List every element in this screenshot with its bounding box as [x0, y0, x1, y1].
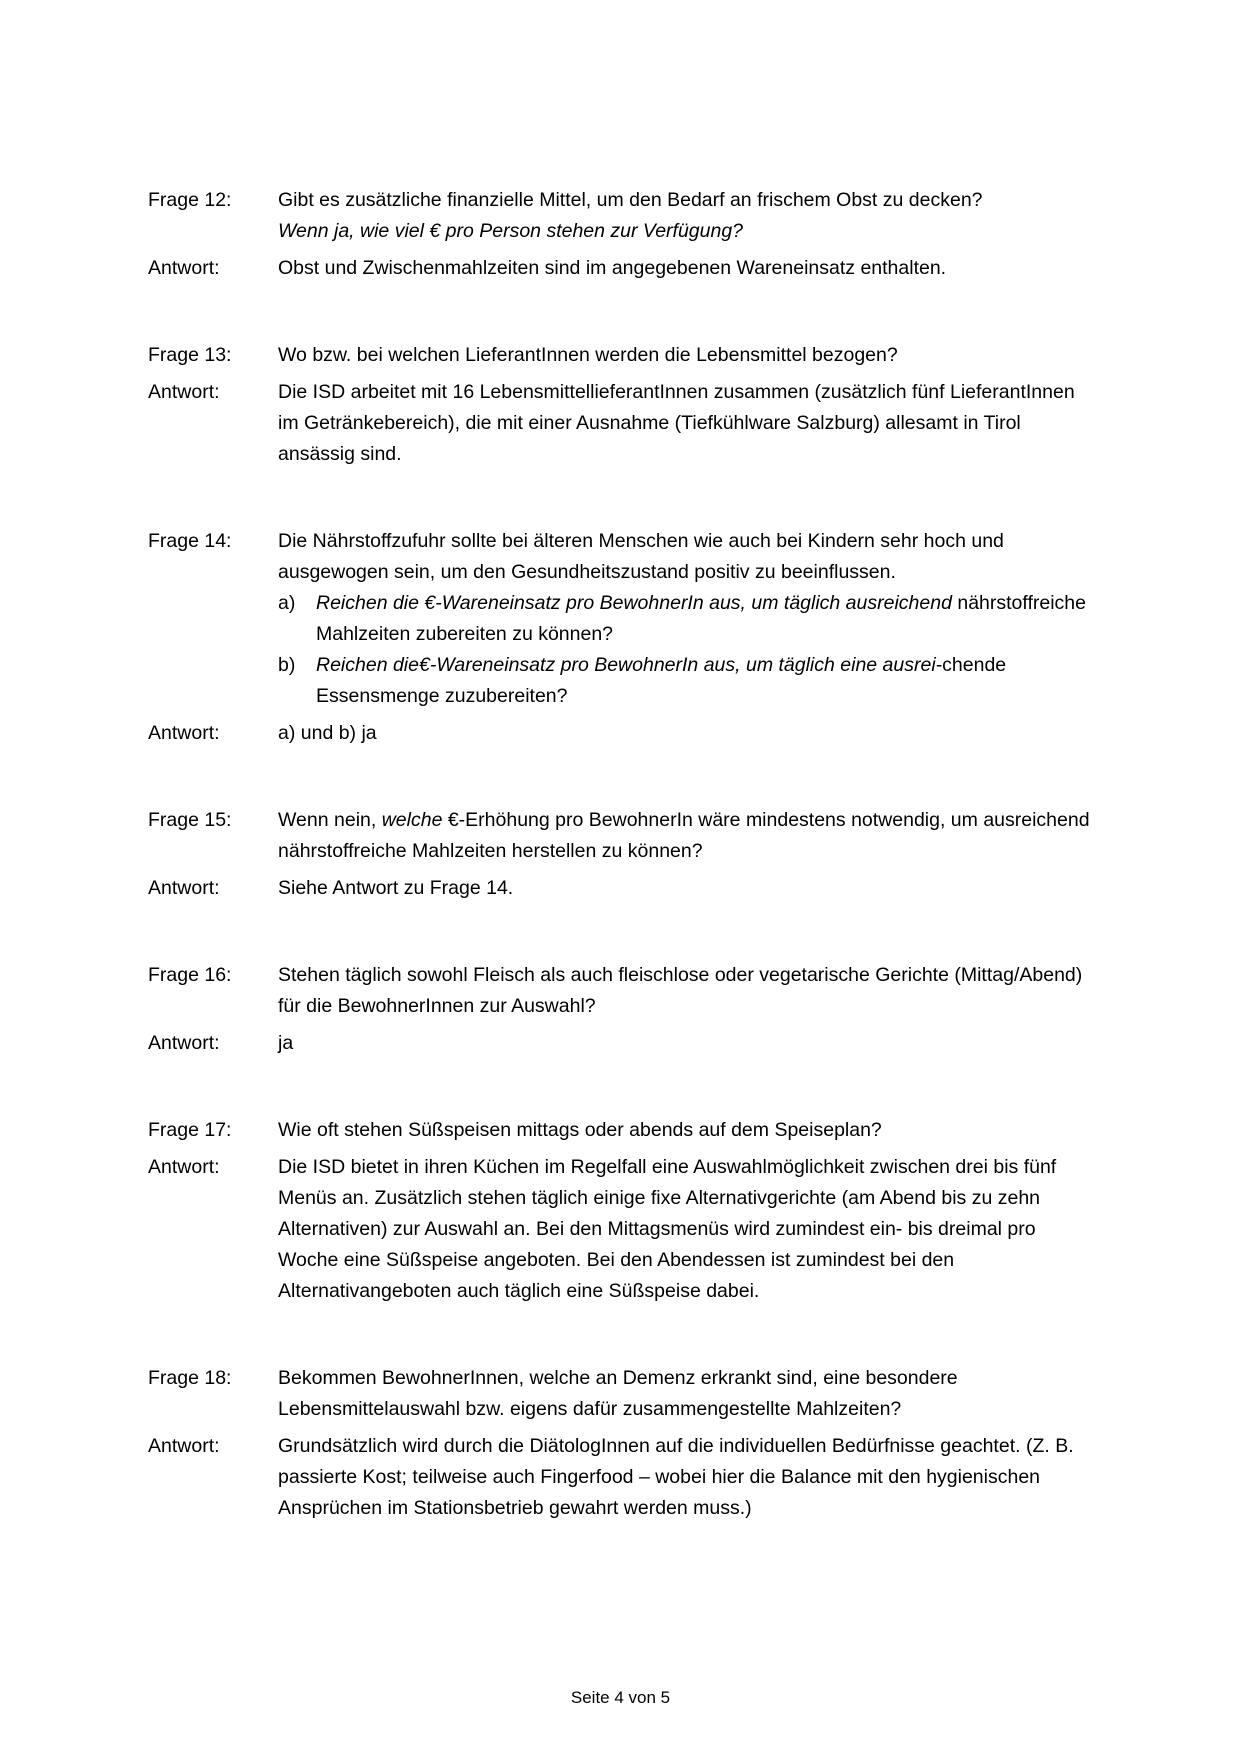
qa-block-15: [148, 805, 1093, 904]
question-row: [148, 340, 1093, 371]
block-spacer: [148, 310, 1093, 340]
answer-text: Grundsätzlich wird durch die DiätologInnen auf die individuellen Bedürfnisse geachtet. (Z. B. passierte Kost; teilweise auch Fingerfood – wobei hier die Balance mit den hygienischen Ansprüchen im Stationsbetrieb gewahrt werden muss.): [278, 1435, 1074, 1519]
sublist-text: [316, 650, 1093, 712]
page-footer: Seite 4 von 5: [570, 1688, 671, 1707]
answer-label: Antwort:: [148, 257, 220, 279]
answer-text: Siehe Antwort zu Frage 14.: [278, 877, 514, 899]
question-suffix: €-Erhöhung pro BewohnerIn wäre mindestens notwendig, um ausreichend nährstoffreiche Mahlzeiten herstellen zu können?: [278, 809, 1090, 862]
block-spacer: [148, 775, 1093, 805]
question-row: [148, 805, 1093, 867]
question-label: Frage 14:: [148, 530, 232, 552]
question-row: [148, 960, 1093, 1022]
block-spacer: [148, 496, 1093, 526]
answer-row: [148, 1028, 1093, 1059]
qa-block-18: [148, 1363, 1093, 1524]
block-spacer: [148, 1333, 1093, 1363]
sublist-text: [316, 588, 1093, 650]
question-text: [278, 185, 1093, 247]
answer-label: Antwort:: [148, 1435, 220, 1457]
question-row: [148, 1363, 1093, 1425]
block-spacer: [148, 930, 1093, 960]
answer-row: [148, 253, 1093, 284]
question-sublist: [278, 588, 1093, 712]
qa-block-12: [148, 185, 1093, 284]
question-label: Frage 13:: [148, 344, 232, 366]
sublist-marker: a): [278, 592, 296, 614]
question-italic: Wenn ja, wie viel € pro Person stehen zur Verfügung?: [278, 220, 744, 242]
answer-row: [148, 873, 1093, 904]
qa-block-14: [148, 526, 1093, 749]
qa-block-16: [148, 960, 1093, 1059]
question-text: Wie oft stehen Süßspeisen mittags oder abends auf dem Speiseplan?: [278, 1119, 882, 1141]
answer-label: Antwort:: [148, 722, 220, 744]
sublist-item-b: [278, 650, 1093, 712]
sublist-italic: Reichen die €-Wareneinsatz pro BewohnerIn aus, um täglich ausreichend: [316, 592, 952, 614]
question-label: Frage 12:: [148, 189, 232, 211]
question-label: Frage 15:: [148, 809, 232, 831]
question-main: Gibt es zusätzliche finanzielle Mittel, um den Bedarf an frischem Obst zu decken?: [278, 189, 983, 211]
question-main: Die Nährstoffzufuhr sollte bei älteren Menschen wie auch bei Kindern sehr hoch und ausgewogen sein, um den Gesundheitszustand positiv zu beeinflussen.: [278, 530, 1004, 583]
question-label: Frage 16:: [148, 964, 232, 986]
question-prefix: Wenn nein,: [278, 809, 382, 831]
answer-row: [148, 1431, 1093, 1524]
question-label: Frage 17:: [148, 1119, 232, 1141]
answer-label: Antwort:: [148, 877, 220, 899]
answer-label: Antwort:: [148, 1032, 220, 1054]
sublist-italic: Reichen die€-Wareneinsatz pro BewohnerIn aus, um täglich eine ausrei-: [316, 654, 943, 676]
block-spacer: [148, 1085, 1093, 1115]
answer-text: Die ISD bietet in ihren Küchen im Regelfall eine Auswahlmöglichkeit zwischen drei bis fünf Menüs an. Zusätzlich stehen täglich einige fixe Alternativgerichte (am Abend bis zu zehn Alternativen) zur Auswahl an. Bei den Mittagsmenüs wird zumindest ein- bis dreimal pro Woche eine Süßspeise angeboten. Bei den Abendessen ist zumindest bei den Alternativangeboten auch täglich eine Süßspeise dabei.: [278, 1156, 1057, 1302]
answer-label: Antwort:: [148, 381, 220, 403]
question-text: Bekommen BewohnerInnen, welche an Demenz erkrankt sind, eine besondere Lebensmittelauswahl bzw. eigens dafür zusammengestellte Mahlzeiten?: [278, 1367, 958, 1420]
question-row: [148, 1115, 1093, 1146]
question-text: Stehen täglich sowohl Fleisch als auch fleischlose oder vegetarische Gerichte (Mittag/Abend) für die BewohnerInnen zur Auswahl?: [278, 964, 1083, 1017]
sublist-rest: chende Essensmenge zuzubereiten?: [316, 654, 1007, 707]
answer-text: Die ISD arbeitet mit 16 LebensmittellieferantInnen zusammen (zusätzlich fünf LieferantInnen im Getränkebereich), die mit einer Ausnahme (Tiefkühlware Salzburg) allesamt in Tirol ansässig sind.: [278, 381, 1075, 465]
question-text: [278, 805, 1093, 867]
sublist-item-a: [278, 588, 1093, 650]
answer-text: Obst und Zwischenmahlzeiten sind im angegebenen Wareneinsatz enthalten.: [278, 257, 947, 279]
sublist-marker: b): [278, 654, 296, 676]
qa-block-17: [148, 1115, 1093, 1307]
question-row: [148, 526, 1093, 712]
question-text: [278, 526, 1093, 712]
sublist-rest: nährstoffreiche Mahlzeiten zubereiten zu können?: [316, 592, 1086, 645]
question-label: Frage 18:: [148, 1367, 232, 1389]
answer-label: Antwort:: [148, 1156, 220, 1178]
question-row: [148, 185, 1093, 247]
qa-block-13: [148, 340, 1093, 470]
answer-text: ja: [278, 1032, 294, 1054]
question-text: Wo bzw. bei welchen LieferantInnen werden die Lebensmittel bezogen?: [278, 344, 898, 366]
answer-row: [148, 377, 1093, 470]
question-italic: welche: [381, 809, 443, 831]
answer-text: a) und b) ja: [278, 722, 377, 744]
answer-row: [148, 718, 1093, 749]
answer-row: [148, 1152, 1093, 1307]
